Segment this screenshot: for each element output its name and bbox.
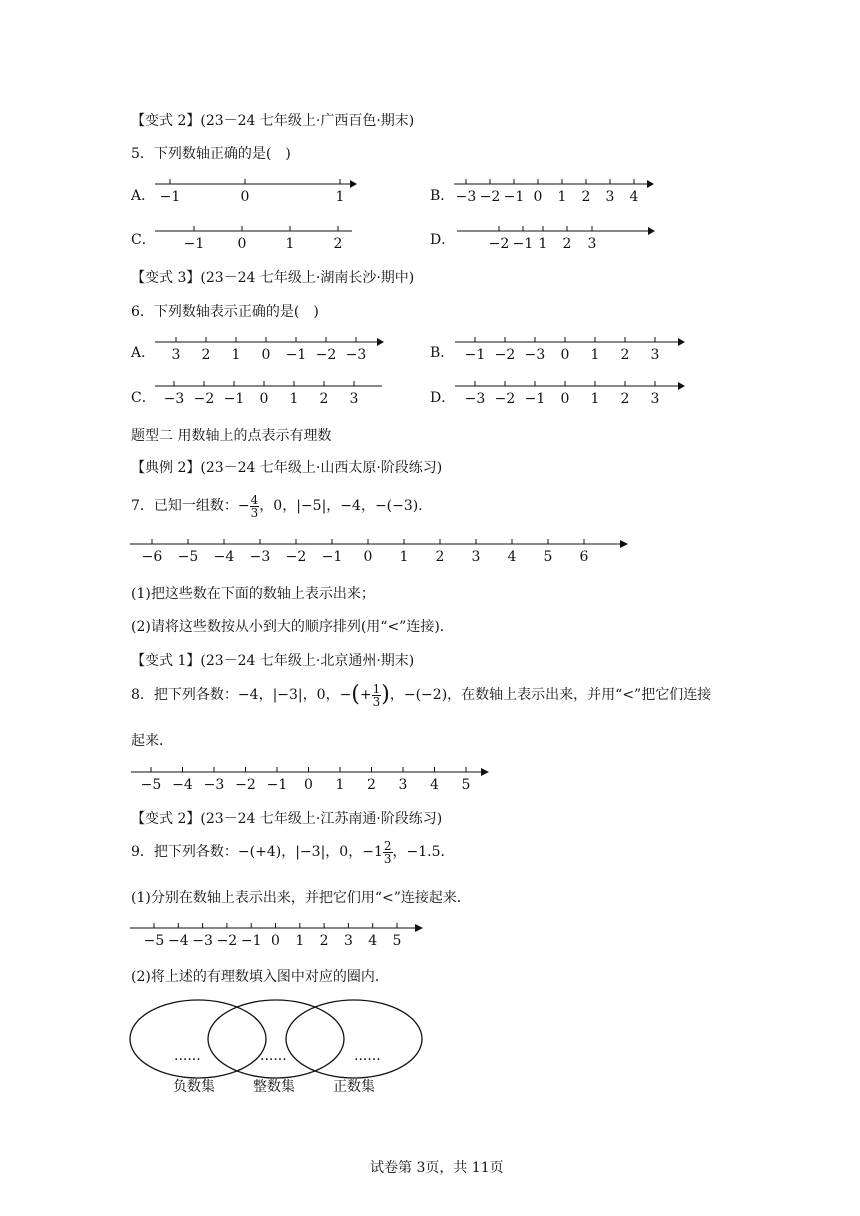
q5-d-tick-label: 3 bbox=[587, 236, 597, 252]
q6-c-tick-label: −2 bbox=[193, 391, 215, 407]
q9-tick-label: −1 bbox=[240, 933, 262, 949]
venn-label-integer: 整数集 bbox=[253, 1079, 295, 1095]
q6-c-tick-label: 0 bbox=[259, 391, 269, 407]
option-b-label: B． bbox=[430, 188, 455, 204]
q5-a-tick-label: −1 bbox=[159, 189, 181, 205]
option-d-label: D． bbox=[430, 390, 456, 406]
q9-fraction bbox=[383, 840, 393, 865]
q5-b-tick-label: 0 bbox=[533, 189, 543, 205]
q5-c-tick-label: 1 bbox=[285, 236, 295, 252]
variant-3-header: 【变式 3】(23－24 七年级上·湖南长沙·期中) bbox=[131, 270, 415, 286]
q5-d-tick-label: 1 bbox=[538, 236, 548, 252]
option-d-label: D． bbox=[430, 232, 456, 248]
q6-d-tick-label: 3 bbox=[650, 391, 660, 407]
q6-b-tick-label: −3 bbox=[524, 347, 546, 363]
q5-c-tick-label: 2 bbox=[333, 236, 343, 252]
q9-tick-label: 0 bbox=[271, 933, 280, 949]
q6-axis-b bbox=[453, 334, 693, 364]
q9-tick-label: −4 bbox=[167, 933, 189, 949]
q8-tick-label: −2 bbox=[235, 777, 256, 793]
q8-num-2: |−3| bbox=[272, 686, 303, 703]
variant-1-header: 【变式 1】(23－24 七年级上·北京通州·期末) bbox=[131, 653, 415, 669]
q6-a-tick-label: 2 bbox=[201, 347, 211, 363]
q6-a-tick-label: 1 bbox=[231, 347, 241, 363]
q6-a-tick-label: 0 bbox=[261, 347, 271, 363]
q6-a-tick-label: −1 bbox=[285, 347, 307, 363]
q5-axis-a-ticks bbox=[160, 179, 345, 205]
q6-d-tick-label: 0 bbox=[560, 391, 570, 407]
venn-negative-set bbox=[130, 1000, 266, 1078]
q9-num-4-whole: −1 bbox=[362, 844, 383, 861]
q5-d-tick-label: 2 bbox=[562, 236, 572, 252]
q7-num-3: |−5| bbox=[296, 498, 327, 515]
q9-sub-2: (2)将上述的有理数填入图中对应的圈内． bbox=[131, 969, 389, 985]
q8-tick-label: −3 bbox=[203, 777, 225, 793]
q7-tick-label: 1 bbox=[399, 549, 409, 565]
q7-tick-label: −1 bbox=[321, 549, 343, 565]
question-9-prefix: 9．把下列各数： bbox=[131, 844, 238, 861]
q7-frac-den: 3 bbox=[250, 506, 259, 520]
q5-a-tick-label: 1 bbox=[335, 189, 345, 205]
q9-num-5: −1.5 bbox=[406, 844, 441, 861]
q9-tick-label: 1 bbox=[295, 933, 305, 949]
q9-num-2: |−3| bbox=[295, 844, 326, 861]
q8-num-4-neg: − bbox=[339, 686, 352, 703]
q6-c-tick-label: 2 bbox=[319, 391, 329, 407]
q6-axis-c bbox=[152, 378, 392, 408]
q5-b-tick-label: −3 bbox=[455, 189, 477, 205]
q9-frac-den: 3 bbox=[383, 852, 392, 866]
venn-dots-3: ...... bbox=[354, 1048, 381, 1064]
q8-num-4-sign: + bbox=[359, 686, 372, 703]
q5-b-tick-label: −2 bbox=[479, 189, 501, 205]
q5-axis-c bbox=[152, 223, 362, 253]
q9-frac-num: 2 bbox=[383, 839, 392, 853]
q7-tick-label: −5 bbox=[177, 549, 199, 565]
q8-tick-label: 1 bbox=[335, 777, 345, 793]
q6-axis-a bbox=[152, 334, 392, 364]
venn-label-positive: 正数集 bbox=[333, 1079, 375, 1095]
q9-tick-label: 4 bbox=[368, 933, 378, 949]
q7-tick-label: −2 bbox=[285, 549, 307, 565]
q5-axis-d bbox=[455, 223, 665, 253]
q7-tick-label: 5 bbox=[543, 549, 553, 565]
q5-c-tick-label: 0 bbox=[237, 236, 247, 252]
q5-b-tick-label: −1 bbox=[503, 189, 525, 205]
example-2-header: 【典例 2】(23－24 七年级上·山西太原·阶段练习) bbox=[131, 460, 443, 476]
q7-num-2: 0 bbox=[273, 498, 283, 515]
question-7: 7．已知一组数：− $\frac{4}{3}$ ，0，|−5|，−4，−(−3)． bbox=[131, 493, 433, 520]
q6-axis-d bbox=[453, 378, 693, 408]
q8-tick-label: −5 bbox=[140, 777, 162, 793]
q6-b-tick-label: 3 bbox=[650, 347, 660, 363]
q7-sub-2: (2)请将这些数按从小到大的顺序排列(用“<”连接)． bbox=[131, 619, 454, 635]
q8-number-line bbox=[131, 764, 511, 798]
q6-b-tick-label: 2 bbox=[620, 347, 630, 363]
question-9: 9．把下列各数：−(+4)，|−3|，0，−1 $\frac{2}{3}$ ，−1.5． bbox=[131, 839, 455, 866]
question-8-suffix: ，在数轴上表示出来，并用“<”把它们连接 bbox=[447, 686, 712, 703]
q7-num-5: −(−3) bbox=[374, 498, 419, 515]
q9-tick-label: −5 bbox=[143, 933, 165, 949]
q8-num-5: −(−2) bbox=[403, 686, 448, 703]
q7-tick-label: 4 bbox=[507, 549, 517, 565]
q5-b-tick-label: 1 bbox=[557, 189, 567, 205]
q6-d-tick-label: 1 bbox=[590, 391, 600, 407]
q9-tick-label: 5 bbox=[392, 933, 402, 949]
variant-2-header: 【变式 2】(23－24 七年级上·广西百色·期末) bbox=[131, 113, 415, 129]
q8-tick-label: 5 bbox=[461, 777, 471, 793]
q5-d-tick-label: −2 bbox=[488, 236, 510, 252]
option-a-label: A． bbox=[131, 188, 156, 204]
q7-tick-label: −3 bbox=[249, 549, 271, 565]
q7-tick-label: 3 bbox=[471, 549, 481, 565]
venn-dots-1: ...... bbox=[174, 1048, 201, 1064]
q7-neg-sign: − bbox=[237, 498, 250, 515]
question-6: 6．下列数轴表示正确的是( ) bbox=[131, 304, 319, 320]
q6-a-tick-label: 3 bbox=[171, 347, 181, 363]
section-title-type-2: 题型二 用数轴上的点表示有理数 bbox=[131, 428, 332, 444]
q8-tick-label: −4 bbox=[172, 777, 193, 793]
q5-b-tick-label: 2 bbox=[581, 189, 591, 205]
q9-tick-label: −2 bbox=[216, 933, 238, 949]
q9-number-line bbox=[130, 920, 440, 954]
q5-d-tick-label: −1 bbox=[512, 236, 534, 252]
venn-positive-set bbox=[286, 1000, 422, 1078]
q6-d-tick-label: −3 bbox=[464, 391, 486, 407]
q5-axis-a bbox=[150, 176, 360, 206]
q9-tick-label: 3 bbox=[343, 933, 353, 949]
q8-tick-label: 0 bbox=[304, 777, 313, 793]
q7-sub-1: (1)把这些数在下面的数轴上表示出来； bbox=[131, 586, 375, 602]
q6-b-tick-label: 0 bbox=[560, 347, 570, 363]
q8-tick-label: 2 bbox=[367, 777, 376, 793]
q7-fraction bbox=[250, 494, 260, 519]
question-8-prefix: 8．把下列各数： bbox=[131, 686, 238, 703]
q6-b-tick-label: 1 bbox=[590, 347, 600, 363]
q7-tick-label: 6 bbox=[579, 549, 589, 565]
q7-tick-label: 0 bbox=[363, 549, 373, 565]
q5-b-tick-label: 4 bbox=[629, 189, 639, 205]
q6-b-tick-label: −1 bbox=[464, 347, 486, 363]
q6-c-tick-label: 3 bbox=[349, 391, 359, 407]
q7-num-4: −4 bbox=[340, 498, 361, 515]
q6-c-tick-label: −3 bbox=[163, 391, 185, 407]
q8-tick-label: −1 bbox=[266, 777, 288, 793]
q5-axis-b bbox=[452, 176, 662, 206]
question-5: 5．下列数轴正确的是( ) bbox=[131, 146, 291, 162]
variant-2-header: 【变式 2】(23－24 七年级上·江苏南通·阶段练习) bbox=[131, 811, 443, 827]
question-8-line-2: 起来． bbox=[131, 733, 173, 749]
q9-num-3: 0 bbox=[339, 844, 349, 861]
q7-tick-label: −6 bbox=[141, 549, 163, 565]
q6-a-tick-label: −3 bbox=[345, 347, 367, 363]
q6-d-tick-label: 2 bbox=[620, 391, 630, 407]
q8-tick-label: 3 bbox=[398, 777, 408, 793]
q6-b-tick-label: −2 bbox=[494, 347, 516, 363]
q8-tick-label: 4 bbox=[430, 777, 439, 793]
q6-d-tick-label: −2 bbox=[494, 391, 516, 407]
q6-d-tick-label: −1 bbox=[524, 391, 546, 407]
q7-tick-label: 2 bbox=[435, 549, 445, 565]
q7-number-line bbox=[130, 536, 640, 570]
q8-fraction bbox=[372, 683, 382, 708]
question-8: 8．把下列各数：−4，|−3|，0，−(+ $\frac{1}{3}$ )，−(−2)，在数轴上表示出来，并用“<”把它们连接 bbox=[131, 681, 712, 709]
option-a-label: A． bbox=[131, 345, 156, 361]
q9-num-1: −(+4) bbox=[237, 844, 282, 861]
q8-num-1: −4 bbox=[237, 686, 259, 703]
option-b-label: B． bbox=[430, 345, 455, 361]
q7-tick-label: −4 bbox=[213, 549, 235, 565]
q9-sub-1: (1)分别在数轴上表示出来，并把它们用“<”连接起来． bbox=[131, 890, 471, 906]
q6-c-tick-label: −1 bbox=[223, 391, 245, 407]
venn-dots-2: ...... bbox=[260, 1048, 287, 1064]
page-footer: 试卷第 3页，共 11页 bbox=[370, 1160, 504, 1176]
option-c-label: C． bbox=[131, 390, 156, 406]
q9-tick-label: −3 bbox=[192, 933, 213, 949]
q6-a-tick-label: −2 bbox=[315, 347, 337, 363]
q5-b-tick-label: 3 bbox=[605, 189, 615, 205]
q6-c-tick-label: 1 bbox=[289, 391, 299, 407]
q5-a-tick-label: 0 bbox=[240, 189, 250, 205]
venn-integer-set bbox=[208, 1000, 344, 1078]
q9-tick-label: 2 bbox=[319, 933, 329, 949]
venn-label-negative: 负数集 bbox=[173, 1079, 215, 1095]
option-c-label: C． bbox=[131, 232, 156, 248]
q8-frac-den: 3 bbox=[372, 694, 381, 709]
question-7-prefix: 7．已知一组数： bbox=[131, 498, 238, 515]
q7-frac-num: 4 bbox=[250, 493, 259, 507]
q5-c-tick-label: −1 bbox=[183, 236, 205, 252]
venn-diagram bbox=[130, 1000, 430, 1090]
q8-num-3: 0 bbox=[316, 686, 326, 703]
q8-frac-num: 1 bbox=[372, 681, 381, 696]
